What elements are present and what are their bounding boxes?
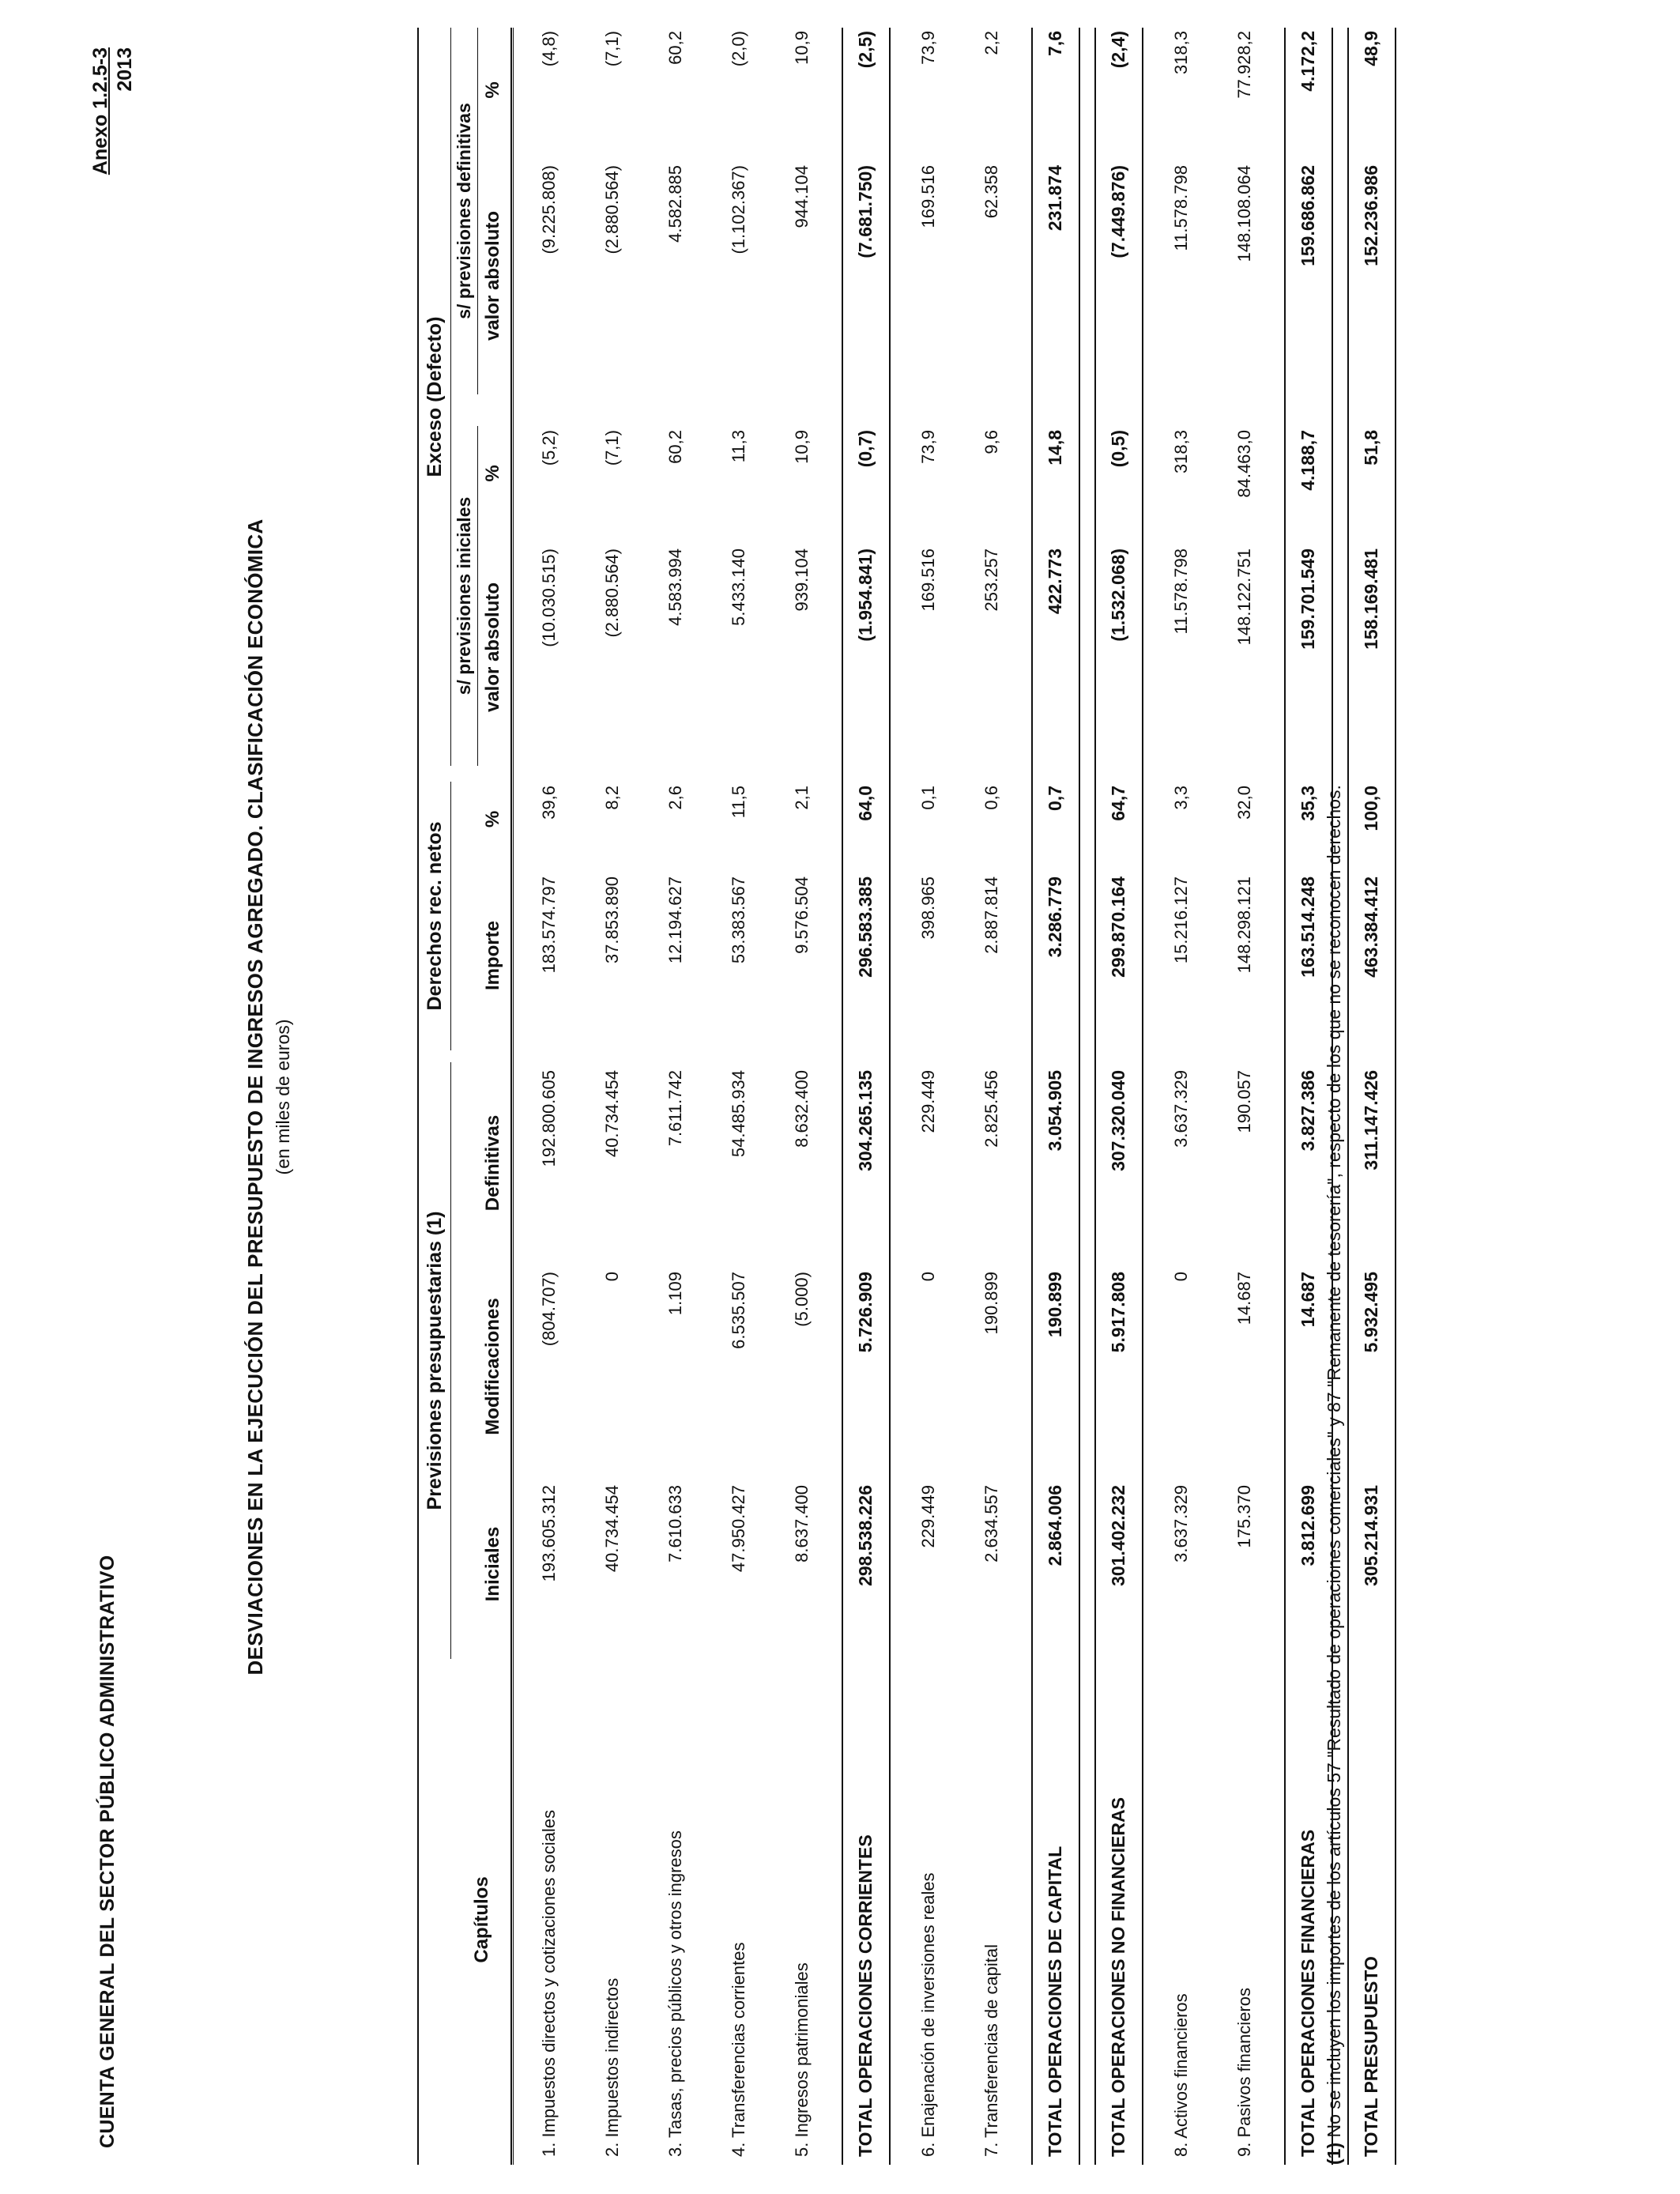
table-row [777, 28, 827, 2165]
cell-mod: 5.932.495 [1361, 1272, 1381, 1353]
cell-ini: 2.864.006 [1045, 1485, 1065, 1566]
header-ed-abs: valor absoluto [482, 210, 503, 341]
cell-ed-pct: 318,3 [1171, 31, 1191, 75]
cell-def: 40.734.454 [602, 1070, 622, 1158]
cell-def: 3.637.329 [1171, 1070, 1191, 1148]
page-title: DESVIACIONES EN LA EJECUCIÓN DEL PRESUPUESTO DE INGRESOS AGREGADO. CLASIFICACIÓN ECONÓMICA [243, 518, 267, 1676]
cell-ini: 175.370 [1234, 1485, 1254, 1548]
header-sub-iniciales: s/ previsiones iniciales [454, 496, 474, 696]
total-top-rule [1347, 28, 1349, 2165]
cell-imp: 37.853.890 [602, 876, 622, 964]
cell-ed-pct: (4,8) [539, 31, 559, 67]
cell-ed-pct: (7,1) [602, 31, 622, 67]
row-label: 1. Impuestos directos y cotizaciones sociales [539, 1810, 559, 2157]
cell-ini: 298.538.226 [855, 1485, 876, 1586]
cell-ed-abs: 944.104 [792, 165, 812, 228]
header-previsiones: Previsiones presupuestarias (1) [424, 1211, 446, 1510]
cell-ed-pct: 2,2 [981, 31, 1001, 55]
cell-ed-pct: 60,2 [665, 31, 685, 65]
table-row [714, 28, 764, 2165]
cell-imp: 183.574.797 [539, 876, 559, 974]
cell-ed-abs: (9.225.808) [539, 165, 559, 254]
header-ed-pct: % [482, 81, 503, 99]
row-label: 3. Tasas, precios públicos y otros ingresos [665, 1830, 685, 2157]
row-label: 9. Pasivos financieros [1234, 1988, 1254, 2157]
row-label: TOTAL OPERACIONES FINANCIERAS [1298, 1829, 1318, 2157]
cell-pct: 0,1 [918, 786, 938, 810]
table-row [1219, 28, 1270, 2165]
cell-ed-pct: 77.928,2 [1234, 31, 1254, 99]
header-definitivas: Definitivas [482, 1114, 503, 1212]
header-modificaciones: Modificaciones [482, 1298, 503, 1435]
annex-year: 2013 [114, 47, 136, 92]
cell-def: 229.449 [918, 1070, 938, 1133]
table-total-row [1030, 28, 1080, 2165]
cell-ei-pct: (7,1) [602, 430, 622, 466]
cell-ed-pct: 10,9 [792, 31, 812, 65]
cell-ei-abs: 159.701.549 [1298, 548, 1318, 650]
cell-ei-abs: 5.433.140 [729, 548, 748, 626]
cell-ed-pct: (2,4) [1108, 31, 1128, 69]
cell-ei-abs: 939.104 [792, 548, 812, 612]
cell-ini: 229.449 [918, 1485, 938, 1548]
cell-ini: 47.950.427 [729, 1485, 748, 1573]
header-ei-abs: valor absoluto [482, 582, 503, 713]
cell-ed-abs: 4.582.885 [665, 165, 685, 243]
cell-ini: 7.610.633 [665, 1485, 685, 1563]
cell-def: 54.485.934 [729, 1070, 748, 1158]
cell-mod: 0 [602, 1272, 622, 1282]
cell-imp: 2.887.814 [981, 876, 1001, 954]
cell-ed-pct: 73,9 [918, 31, 938, 65]
cell-pct: 8,2 [602, 786, 622, 810]
total-top-rule [1094, 28, 1096, 2165]
cell-ini: 2.634.557 [981, 1485, 1001, 1563]
cell-imp: 148.298.121 [1234, 876, 1254, 974]
cell-imp: 463.384.412 [1361, 876, 1381, 978]
cell-ed-abs: (2.880.564) [602, 165, 622, 254]
cell-ed-abs: (7.449.876) [1108, 165, 1128, 258]
cell-ei-pct: 318,3 [1171, 430, 1191, 474]
cell-def: 304.265.135 [855, 1070, 876, 1171]
cell-pct: 35,3 [1298, 786, 1318, 821]
cell-imp: 3.286.779 [1045, 876, 1065, 958]
exceso-underline [450, 28, 451, 766]
cell-mod: 1.109 [665, 1272, 685, 1316]
cell-def: 192.800.605 [539, 1070, 559, 1167]
footnote [1324, 785, 1345, 2165]
table-row [1156, 28, 1207, 2165]
header-exceso: Exceso (Defecto) [424, 316, 446, 477]
cell-ini: 305.214.931 [1361, 1485, 1381, 1586]
row-label: TOTAL PRESUPUESTO [1361, 1956, 1381, 2157]
total-bottom-rule [1395, 28, 1396, 2165]
cell-mod: 190.899 [981, 1272, 1001, 1335]
table-total-row [1093, 28, 1143, 2165]
cell-pct: 32,0 [1234, 786, 1254, 820]
header-capitulos: Capítulos [471, 1876, 492, 1963]
row-label: 8. Activos financieros [1171, 1993, 1191, 2157]
header-derechos: Derechos rec. netos [424, 821, 446, 1011]
cell-ei-abs: 422.773 [1045, 548, 1065, 615]
cell-mod: 5.726.909 [855, 1272, 876, 1353]
annex-block [89, 47, 137, 175]
header-iniciales: Iniciales [482, 1526, 503, 1602]
cell-ei-pct: (5,2) [539, 430, 559, 466]
cell-pct: 100,0 [1361, 786, 1381, 831]
total-top-rule [842, 28, 843, 2165]
cell-pct: 64,0 [855, 786, 876, 821]
cell-imp: 398.965 [918, 876, 938, 940]
cell-mod: 14.687 [1298, 1272, 1318, 1328]
table-row [587, 28, 638, 2165]
cell-def: 190.057 [1234, 1070, 1254, 1133]
sub-definitivas-underline [477, 28, 478, 394]
cell-ed-pct: (2,0) [729, 31, 748, 67]
cell-imp: 53.383.567 [729, 876, 748, 964]
cell-ei-abs: 253.257 [981, 548, 1001, 612]
cell-ei-pct: 9,6 [981, 430, 1001, 454]
table-total-row [1346, 28, 1396, 2165]
cell-ei-pct: 4.188,7 [1298, 430, 1318, 491]
cell-ei-abs: 169.516 [918, 548, 938, 612]
cell-ed-abs: 159.686.862 [1298, 165, 1318, 266]
cell-def: 311.147.426 [1361, 1070, 1381, 1171]
cell-ei-abs: (2.880.564) [602, 548, 622, 638]
cell-ei-abs: 148.122.751 [1234, 548, 1254, 646]
cell-mod: 6.535.507 [729, 1272, 748, 1349]
cell-ei-pct: 84.463,0 [1234, 430, 1254, 498]
cell-ed-abs: 231.874 [1045, 165, 1065, 232]
cell-ei-pct: 60,2 [665, 430, 685, 464]
cell-def: 3.827.386 [1298, 1070, 1318, 1152]
header-sub-definitivas: s/ previsiones definitivas [454, 103, 474, 319]
cell-imp: 15.216.127 [1171, 876, 1191, 964]
footnote-mark: (1) [1324, 2142, 1344, 2165]
cell-ei-abs: 158.169.481 [1361, 548, 1381, 650]
row-label: 2. Impuestos indirectos [602, 1977, 622, 2157]
org-header: CUENTA GENERAL DEL SECTOR PÚBLICO ADMINISTRATIVO [96, 1555, 119, 2148]
row-label: 6. Enajenación de inversiones reales [918, 1872, 938, 2157]
cell-mod: 0 [918, 1272, 938, 1282]
cell-ed-pct: 4.172,2 [1298, 31, 1318, 92]
cell-ei-pct: (0,7) [855, 430, 876, 468]
cell-mod: (804.707) [539, 1272, 559, 1347]
cell-pct: 0,6 [981, 786, 1001, 810]
cell-ed-abs: 148.108.064 [1234, 165, 1254, 262]
total-bottom-rule [1142, 28, 1143, 2165]
header-bottom-rule-2 [513, 28, 514, 2165]
total-bottom-rule [889, 28, 891, 2165]
cell-pct: 39,6 [539, 786, 559, 820]
header-bottom-rule [510, 28, 512, 2165]
total-top-rule [1031, 28, 1033, 2165]
cell-pct: 11,5 [729, 786, 748, 819]
row-label: 5. Ingresos patrimoniales [792, 1962, 812, 2157]
cell-ed-pct: 7,6 [1045, 31, 1065, 56]
cell-def: 3.054.905 [1045, 1070, 1065, 1152]
header-importe: Importe [482, 921, 503, 991]
cell-pct: 2,6 [665, 786, 685, 810]
cell-pct: 3,3 [1171, 786, 1191, 810]
cell-ei-abs: 4.583.994 [665, 548, 685, 626]
previsiones-underline [450, 1062, 451, 1659]
cell-ini: 3.812.699 [1298, 1485, 1318, 1566]
table-row [966, 28, 1017, 2165]
total-bottom-rule [1079, 28, 1080, 2165]
cell-def: 2.825.456 [981, 1070, 1001, 1148]
cell-ini: 301.402.232 [1108, 1485, 1128, 1586]
row-label: 7. Transferencias de capital [981, 1943, 1001, 2157]
cell-ed-abs: 62.358 [981, 165, 1001, 219]
table-row [524, 28, 574, 2165]
cell-pct: 64,7 [1108, 786, 1128, 821]
cell-ei-pct: 51,8 [1361, 430, 1381, 466]
cell-mod: 14.687 [1234, 1272, 1254, 1325]
cell-imp: 299.870.164 [1108, 876, 1128, 978]
cell-ini: 40.734.454 [602, 1485, 622, 1573]
derechos-underline [450, 782, 451, 1050]
cell-mod: 190.899 [1045, 1272, 1065, 1338]
cell-ei-pct: 10,9 [792, 430, 812, 464]
cell-ei-pct: 11,3 [729, 430, 748, 463]
annex-number: Anexo 1.2.5-3 [89, 47, 111, 175]
row-label: TOTAL OPERACIONES DE CAPITAL [1045, 1845, 1065, 2157]
cell-imp: 12.194.627 [665, 876, 685, 964]
cell-ei-abs: 11.578.798 [1171, 548, 1191, 635]
table-row [650, 28, 701, 2165]
cell-imp: 163.514.248 [1298, 876, 1318, 978]
header-pct: % [482, 810, 503, 828]
cell-imp: 296.583.385 [855, 876, 876, 978]
row-label: TOTAL OPERACIONES CORRIENTES [855, 1834, 876, 2157]
cell-mod: 0 [1171, 1272, 1191, 1282]
table-row [903, 28, 954, 2165]
cell-ed-pct: (2,5) [855, 31, 876, 69]
cell-ei-pct: (0,5) [1108, 430, 1128, 468]
cell-ini: 3.637.329 [1171, 1485, 1191, 1563]
cell-ed-abs: (7.681.750) [855, 165, 876, 258]
cell-mod: 5.917.808 [1108, 1272, 1128, 1353]
sub-iniciales-underline [477, 426, 478, 766]
total-top-rule [1284, 28, 1286, 2165]
cell-ed-abs: 152.236.986 [1361, 165, 1381, 266]
table-total-row [840, 28, 891, 2165]
cell-pct: 2,1 [792, 786, 812, 810]
cell-ei-pct: 73,9 [918, 430, 938, 464]
row-label: 4. Transferencias corrientes [729, 1942, 748, 2157]
cell-def: 7.611.742 [665, 1070, 685, 1147]
table-top-rule [417, 28, 419, 2165]
cell-ed-abs: (1.102.367) [729, 165, 748, 254]
cell-def: 307.320.040 [1108, 1070, 1128, 1171]
row-label: TOTAL OPERACIONES NO FINANCIERAS [1108, 1797, 1128, 2157]
header-ei-pct: % [482, 465, 503, 482]
cell-ed-pct: 48,9 [1361, 31, 1381, 66]
cell-ed-abs: 169.516 [918, 165, 938, 228]
cell-ini: 193.605.312 [539, 1485, 559, 1582]
cell-imp: 9.576.504 [792, 876, 812, 954]
cell-pct: 0,7 [1045, 786, 1065, 811]
cell-ei-pct: 14,8 [1045, 430, 1065, 466]
cell-ed-abs: 11.578.798 [1171, 165, 1191, 251]
cell-ei-abs: (10.030.515) [539, 548, 559, 647]
cell-ini: 8.637.400 [792, 1485, 812, 1563]
cell-ei-abs: (1.954.841) [855, 548, 876, 642]
cell-mod: (5.000) [792, 1272, 812, 1327]
cell-def: 8.632.400 [792, 1070, 812, 1148]
page-subtitle: (en miles de euros) [273, 1019, 293, 1175]
cell-ei-abs: (1.532.068) [1108, 548, 1128, 642]
footnote-text: No se incluyen los importes de los artículos 57 "Resultado de operaciones comerciales" y 87 "Remanente de tesorería", respecto de los que no se reconocen derechos. [1324, 785, 1344, 2143]
